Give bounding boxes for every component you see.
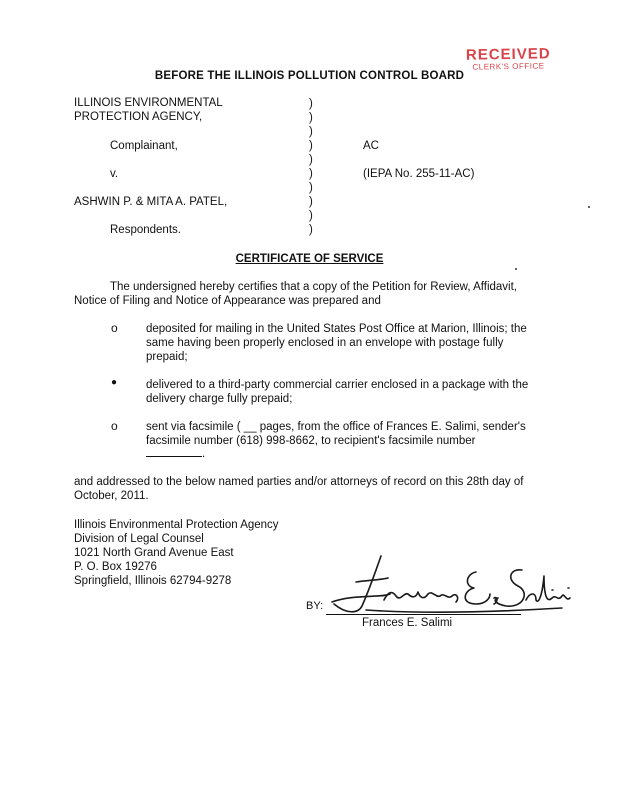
option-marker-mail: o	[111, 321, 118, 335]
fax-trailing-period: .	[202, 448, 206, 460]
caption-paren-column	[309, 97, 313, 237]
fax-number-underline	[146, 446, 202, 457]
paren: )	[309, 140, 313, 152]
option-fax-text: sent via facsimile ( __ pages, from the office of Frances E. Salimi, sender's facsimile number (618) 998-8662, to recipient's facsimile number	[146, 421, 526, 447]
option-mail-text: deposited for mailing in the United States Post Office at Marion, Illinois; the same having been properly enclosed in an envelope with postage fully prepaid;	[146, 323, 527, 363]
option-marker-fax: o	[111, 419, 118, 433]
closing-paragraph: and addressed to the below named parties and/or attorneys of record on this 28th day of October, 2011.	[74, 476, 524, 502]
signer-name: Frances E. Salimi	[362, 617, 453, 629]
scan-speck	[515, 268, 517, 270]
paren: )	[309, 98, 313, 110]
option-marker-carrier: ●	[111, 377, 118, 388]
signature-line	[326, 614, 521, 615]
scan-speck	[588, 206, 590, 208]
option-carrier-text: delivered to a third-party commercial carrier enclosed in a package with the delivery charge fully prepaid;	[146, 379, 529, 405]
handwritten-signature	[326, 552, 576, 618]
address-line: Illinois Environmental Protection Agency	[74, 519, 279, 531]
complainant-line-2: PROTECTION AGENCY,	[74, 111, 203, 123]
fax-number-blank	[146, 446, 205, 460]
address-line: 1021 North Grand Avenue East	[74, 547, 234, 559]
by-label: BY:	[306, 600, 324, 612]
paren: )	[309, 210, 313, 222]
address-line: P. O. Box 19276	[74, 561, 157, 573]
intro-paragraph: The undersigned hereby certifies that a copy of the Petition for Review, Affidavit, Notice of Filing and Notice of Appearance was prepared and	[74, 281, 517, 307]
certificate-heading: CERTIFICATE OF SERVICE	[235, 253, 384, 265]
case-type: AC	[363, 140, 379, 152]
paren: )	[309, 112, 313, 124]
recipient-address	[74, 518, 279, 588]
paren: )	[309, 154, 313, 166]
paren: )	[309, 196, 313, 208]
received-stamp	[466, 46, 551, 71]
document-title: BEFORE THE ILLINOIS POLLUTION CONTROL BOARD	[154, 70, 465, 82]
paren: )	[309, 168, 313, 180]
complainant-line-1: ILLINOIS ENVIRONMENTAL	[74, 97, 223, 109]
paren: )	[309, 182, 313, 194]
complainant-role: Complainant,	[110, 140, 178, 152]
respondents-role: Respondents.	[110, 224, 181, 236]
paren: )	[309, 224, 313, 236]
stamp-sub-text: CLERK'S OFFICE	[472, 61, 545, 72]
address-line: Division of Legal Counsel	[74, 533, 204, 545]
respondents-names: ASHWIN P. & MITA A. PATEL,	[74, 196, 228, 208]
versus-label: v.	[110, 168, 119, 180]
address-line: Springfield, Illinois 62794-9278	[74, 575, 232, 587]
paren: )	[309, 126, 313, 138]
case-number: (IEPA No. 255-11-AC)	[363, 168, 475, 180]
stamp-main-text: RECEIVED	[465, 45, 551, 64]
